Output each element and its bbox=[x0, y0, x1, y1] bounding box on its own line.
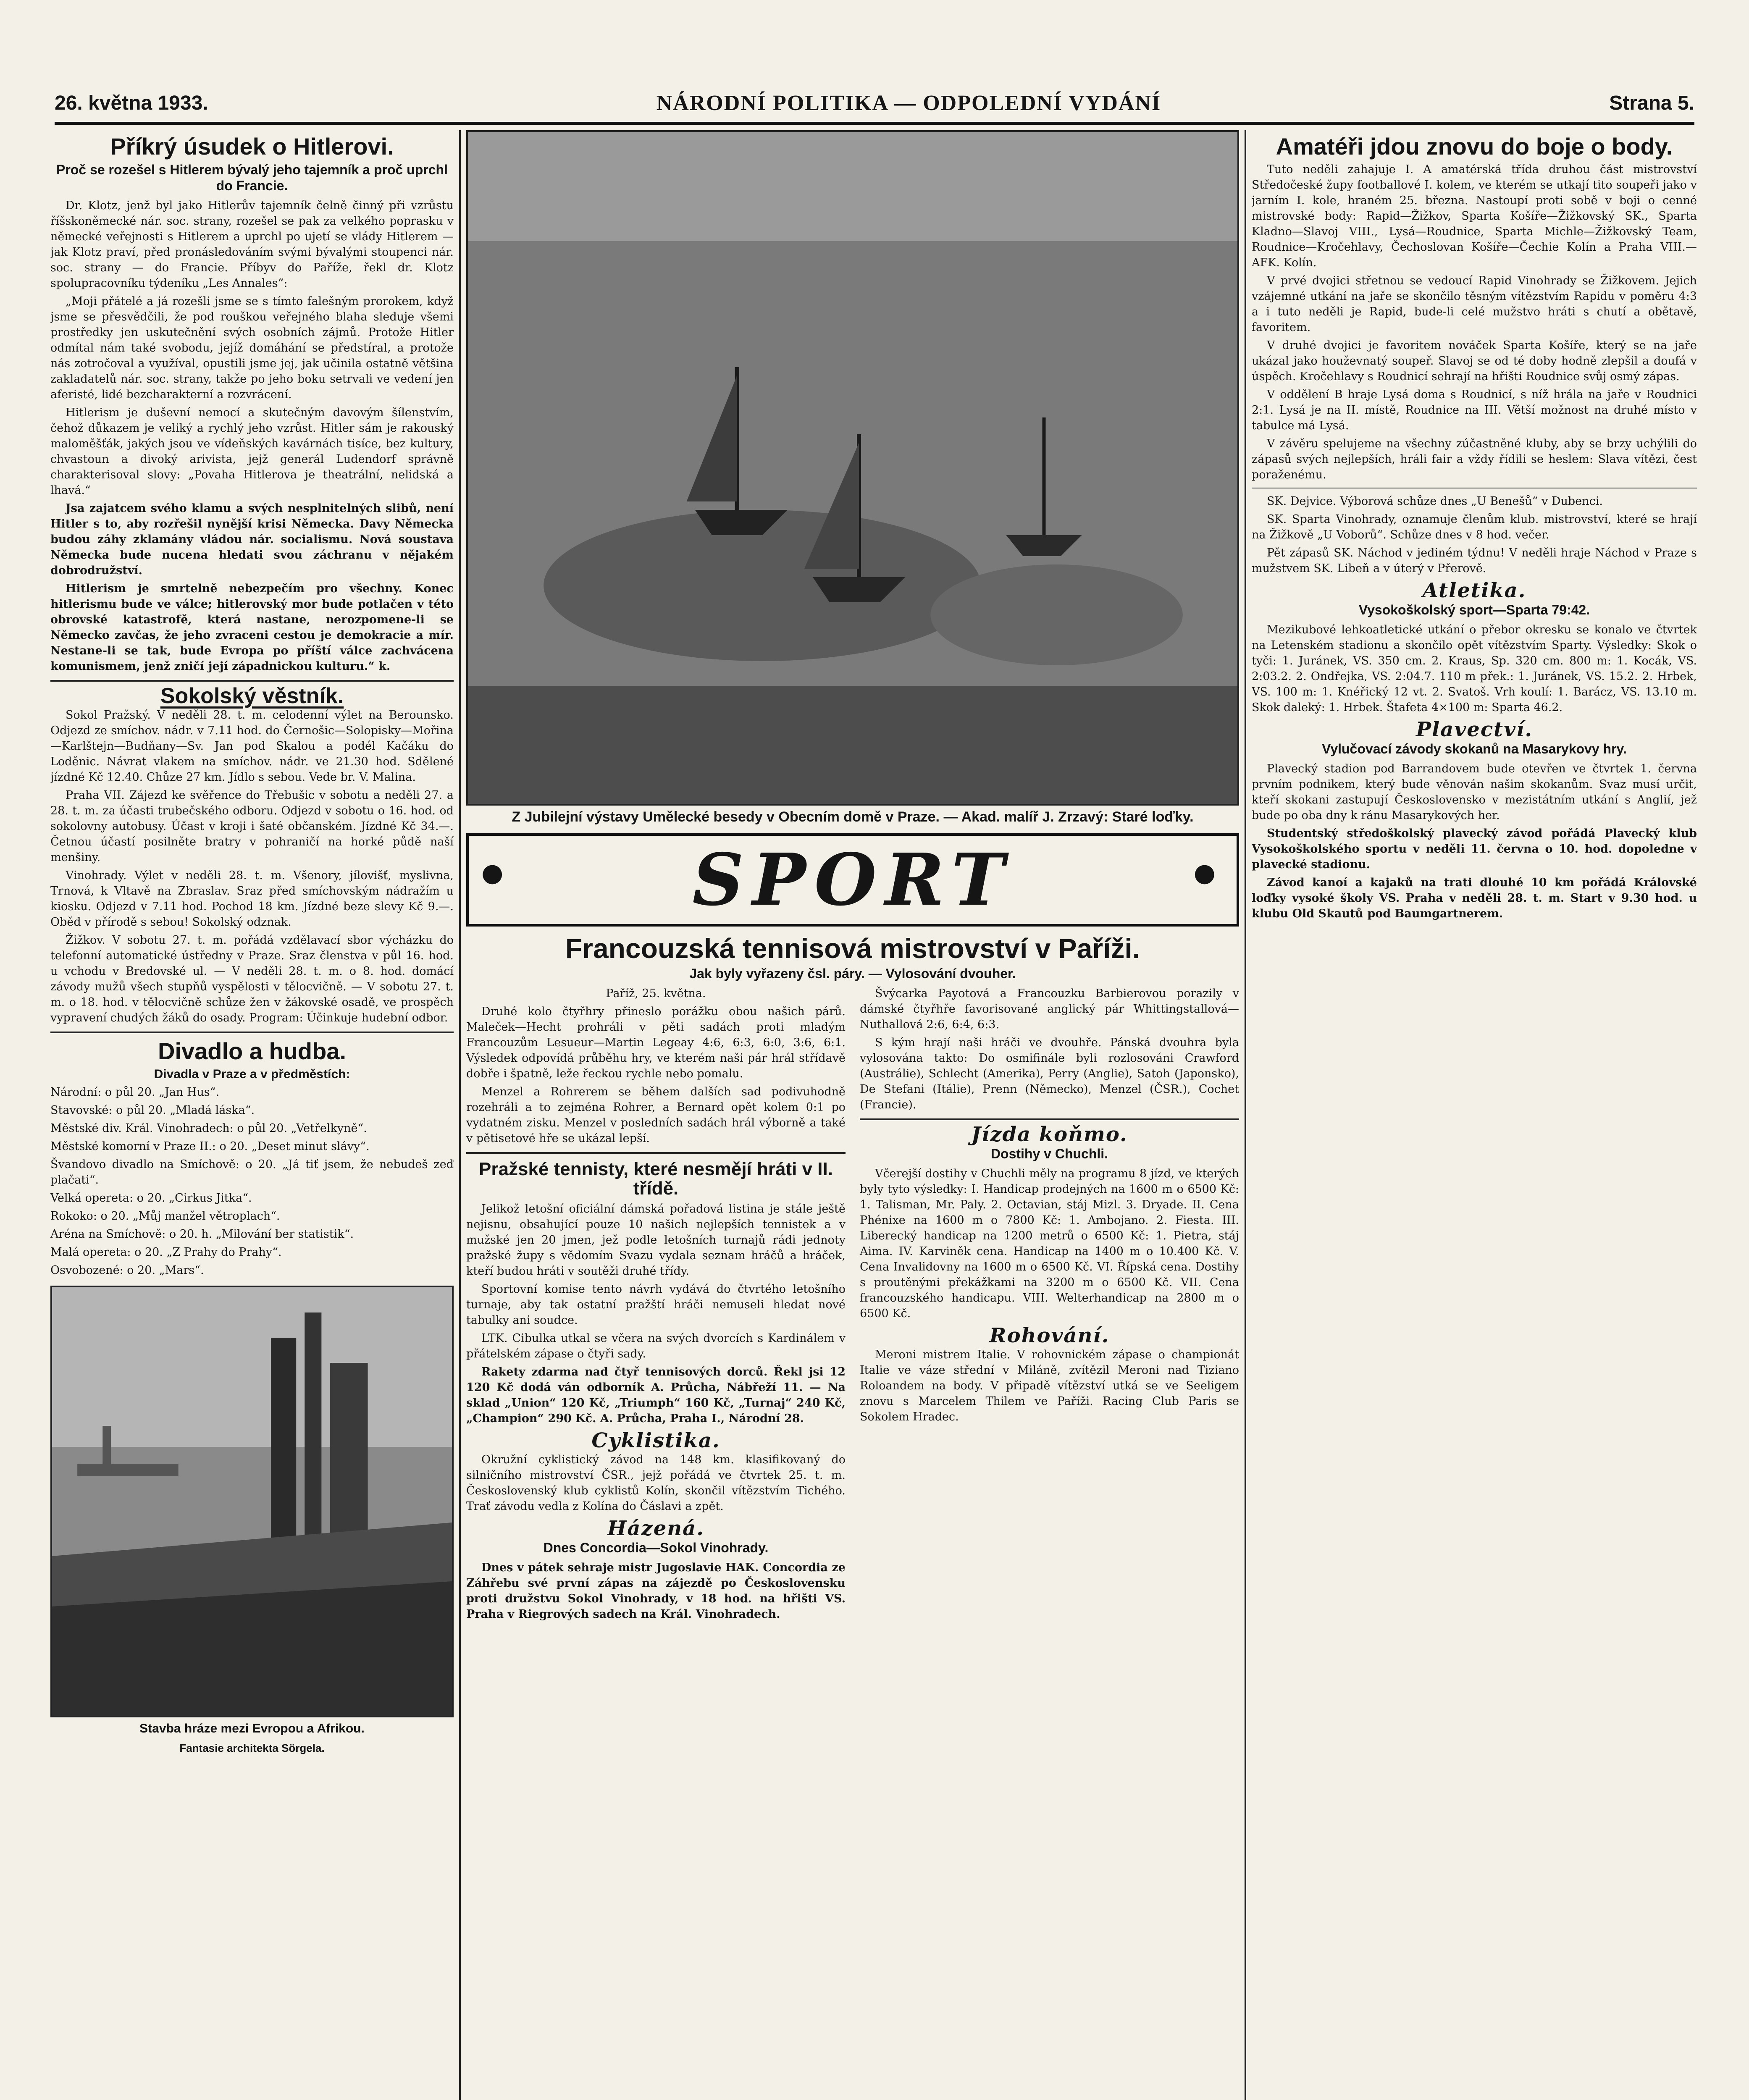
swimming-headline: Plavectví. bbox=[1415, 717, 1533, 741]
club-note: Pět zápasů SK. Náchod v jediném týdnu! V neděli hraje Náchod v Praze s mužstvem SK. Libeň a v úterý v Přerově. bbox=[1252, 546, 1697, 575]
hitler-paragraph: „Moji přátelé a já rozešli jsme se s tímto falešným prorokem, když jsme se přesvědčili, že pod rouškou veřejného blaha sleduje všemi prostředky jen uskutečnění svých osobních zájmů. Protože Hitler odmítal nám také svobodu, jejíž domáhání se předstíral, a protože nás zotročoval a využíval, opustili jsme jej, jak učinila ostatně většina zakladatelů nár. soc. strany, takže po jeho boku setrvali ve vedení jen aferisté, lidé bezcharakterní a rozvrácení. bbox=[50, 294, 454, 401]
theatre-item: Aréna na Smíchově: o 20. h. „Milování ber statistik“. bbox=[50, 1227, 354, 1241]
column-rule bbox=[1245, 130, 1246, 2100]
handball-text: Dnes v pátek sehraje mistr Jugoslavie HAK. Concordia ze Záhřebu své první zápas na zájezdě po Československu proti družstvu Sokol Vinohrady, v 18 hod. na hřišti VS. Praha v Riegrových sadech na Král. Vinohradech. bbox=[466, 1561, 846, 1621]
tennis-paragraph: Druhé kolo čtyřhry přineslo porážku obou našich párů. Maleček—Hecht prohráli v pěti sadách proti mladým Francouzům Lesueur—Martin Legeay 4:6, 6:3, 6:0, 3:6, 6:1. Výsledek odpovídá průběhu hry, ve kterém naši pár hrál střídavě dobře i špatně, leže řeckou rychle nebo pomalu. bbox=[466, 1005, 846, 1081]
rackets-ad: Rakety zdarma nad čtyř tennisových dorců. Řekl jsi 12 120 Kč dodá ván odborník A. Průcha, Nábřeží 11. — Na sklad „Union“ 120 Kč, „Triumph“ 160 Kč, „Turnaj“ 240 Kč, „Champion“ 290 Kč. A. Průcha, Praha I., Národní 28. bbox=[466, 1365, 846, 1425]
bullet-icon: ● bbox=[1193, 858, 1224, 887]
theatre-headline: Divadlo a hudba. bbox=[158, 1037, 347, 1064]
middle-column bbox=[466, 130, 1239, 2100]
tennis-col-b bbox=[860, 986, 1239, 1624]
club-note: SK. Sparta Vinohrady, oznamuje členům klub. mistrovství, které se hrají na Žižkově „U Voborů“. Schůze dnes v 8 hod. večer. bbox=[1252, 512, 1697, 541]
amateurs-paragraph: V oddělení B hraje Lysá doma s Roudnicí, s níž hrála na jaře v Roudnici 2:1. Lysá je na II. místě, Roudnice na III. Větší možnost na druhé místo v tabulce má Lysá. bbox=[1252, 388, 1697, 432]
horse-racing-subhead: Dostihy v Chuchli. bbox=[990, 1146, 1108, 1162]
theatre-item: Malá opereta: o 20. „Z Prahy do Prahy“. bbox=[50, 1245, 282, 1259]
tennis-subhead: Jak byly vyřazeny čsl. páry. — Vylosování dvouher. bbox=[689, 966, 1016, 982]
sport-title: SPORT bbox=[692, 837, 1013, 922]
boxing-headline: Rohování. bbox=[989, 1324, 1110, 1348]
painting-photo bbox=[466, 130, 1239, 806]
athletics-headline: Atletika. bbox=[1422, 578, 1526, 602]
theatre-list bbox=[50, 1084, 454, 1278]
athletics-subhead: Vysokoškolský sport—Sparta 79:42. bbox=[1358, 602, 1590, 617]
cycling-headline: Cyklistika. bbox=[591, 1428, 720, 1452]
theatre-item: Městské komorní v Praze II.: o 20. „Deset minut slávy“. bbox=[50, 1139, 370, 1153]
theatre-item: Rokoko: o 20. „Můj manžel větroplach“. bbox=[50, 1209, 280, 1223]
dam-illustration bbox=[52, 1287, 452, 1716]
theatre-item: Osvobozené: o 20. „Mars“. bbox=[50, 1263, 204, 1277]
newspaper-title: NÁRODNÍ POLITIKA — ODPOLEDNÍ VYDÁNÍ bbox=[656, 91, 1161, 115]
painting-caption: Z Jubilejní výstavy Umělecké besedy v Obecním domě v Praze. — Akad. malíř J. Zrzavý: Staré loďky. bbox=[512, 809, 1194, 825]
page-header bbox=[55, 84, 1694, 125]
divider bbox=[50, 680, 454, 682]
sokol-headline: Sokolský věstník. bbox=[160, 683, 344, 708]
tennis-columns bbox=[466, 986, 1239, 1624]
left-column bbox=[50, 130, 454, 2100]
hitler-headline: Příkrý úsudek o Hitlerovi. bbox=[110, 133, 394, 160]
amateurs-headline: Amatéři jdou znovu do boje o body. bbox=[1276, 133, 1673, 160]
divider bbox=[466, 1152, 846, 1154]
right-column bbox=[1252, 130, 1697, 2100]
cycling-text: Okružní cyklistický závod na 148 km. klasifikovaný do silničního mistrovství ČSR., jejž pořádá ve čtvrtek 25. t. m. Československý klub cyklistů Kolín, skončil vítězstvím Tichého. Trať závodu vedla z Kolína do Čáslavi a zpět. bbox=[466, 1453, 846, 1513]
theatre-item: Stavovské: o půl 20. „Mladá láska“. bbox=[50, 1103, 255, 1117]
tennis-paragraph: Švýcarka Payotová a Francouzku Barbierovou porazily v dámské čtyřhře favorisované anglický pár Whittingstallová—Nuthallová 2:6, 6:4, 6:3. bbox=[860, 987, 1239, 1032]
hitler-subhead: Proč se rozešel s Hitlerem bývalý jeho tajemník a proč uprchl do Francie. bbox=[56, 162, 448, 193]
boxing-text: Meroni mistrem Italie. V rohovnickém zápase o championát Italie ve váze střední v Miláně, zvítězil Meroni nad Tiziano Roloandem na body. V připadě vítězství utká se ve Seeligem znovu s Marcelem Thilem ve Paříži. Racing Club Paris se Sokolem Hradec. bbox=[860, 1348, 1239, 1424]
amateurs-paragraph: Tuto neděli zahajuje I. A amatérská třída druhou část mistrovství Středočeské župy footballové I. kolem, ve kterém se utkají tito soupeři jako v jarním I. kole, hraném 25. března. Nastoupí proti sobě v boji o cenné mistrovské body: Rapid—Žižkov, Sparta Košíře—Žižkovský SK., Sparta Kladno—Slavoj VIII., Lysá—Roudnice, Sparta Michle—Žižkovský Team, Roudnice—Kročehlavy, Čechoslovan Košíře—Čechie Kolín a Praha VIII.—AFK. Kolín. bbox=[1252, 163, 1697, 269]
handball-subhead: Dnes Concordia—Sokol Vinohrady. bbox=[543, 1540, 769, 1555]
tennis-headline: Francouzská tennisová mistrovství v Paříži. bbox=[565, 933, 1140, 964]
column-rule bbox=[459, 130, 461, 2100]
hitler-paragraph: Dr. Klotz, jenž byl jako Hitlerův tajemník čelně činný při vzrůstu říšskoněmecké nár. soc. strany, rozešel se pak za velkého poprasku v německé veřejnosti s Hitlerem a uprchl po ujetí se vlády Hitlerem — jak Klotz praví, před pronásledováním svými bývalými stoupenci nár. soc. strany — do Francie. Příbyv do Paříže, řekl dr. Klotz spolupracovníku týdeníku „Les Annales“: bbox=[50, 199, 454, 290]
theatre-item: Městské div. Král. Vinohradech: o půl 20. „Vetřelkyně“. bbox=[50, 1121, 367, 1135]
theatre-program-title: Divadla v Praze a v předměstích: bbox=[154, 1067, 350, 1081]
dam-credit: Fantasie architekta Sörgela. bbox=[179, 1741, 325, 1754]
sport-banner bbox=[466, 833, 1239, 927]
divider bbox=[860, 1118, 1239, 1120]
swimming-note: Závod kanoí a kajaků na trati dlouhé 10 km pořádá Královské loďky vysoké školy VS. Praha v neděli 28. t. m. Start v 9.30 hod. u klubu Old Skautů pod Baumgartnerem. bbox=[1252, 876, 1697, 920]
ltk-note: LTK. Cibulka utkal se včera na svých dvorcích s Kardinálem v přátelském zápase o čtyři sady. bbox=[466, 1331, 846, 1360]
swimming-note: Studentský středoškolský plavecký závod pořádá Plavecký klub Vysokoškolského sportu v neděli 11. června o 10. hod. dopoledne v plavecké stadionu. bbox=[1252, 827, 1697, 871]
issue-date: 26. května 1933. bbox=[55, 92, 208, 114]
sokol-paragraph: Praha VII. Zájezd ke svěřence do Třebušic v sobotu a neděli 27. a 28. t. m. za účasti trubečského odboru. Odjezd v sobotu o 16. hod. od sokolovny autobusy. Účast v kroji i šaté občanském. Jízdné Kč 34.—. Četnou účastí posilněte bratry v pohraničí na horké půdě naší menšiny. bbox=[50, 788, 454, 864]
tennis-paragraph: Menzel a Rohrerem se během dalších sad podivuhodně rozehráli a to zejména Rohrer, a Bernard opět kolem 0:1 po vydatném zisku. Menzel v posledních sadách hrál výborně a také v pětisetové hře se ukázal lepší. bbox=[466, 1085, 846, 1145]
horse-racing-headline: Jízda koňmo. bbox=[971, 1123, 1128, 1147]
theatre-item: Národní: o půl 20. „Jan Hus“. bbox=[50, 1085, 220, 1099]
amateurs-paragraph: V prvé dvojici střetnou se vedoucí Rapid Vinohrady se Žižkovem. Jejich vzájemné utkání na jaře se skončilo těsným vítězstvím Rapidu v poměru 4:3 a i tuto neděli je Rapid, bude-li celé mužstvo hráti s chutí a obětavě, favoritem. bbox=[1252, 274, 1697, 334]
amateurs-paragraph: V závěru spelujeme na všechny zúčastněné kluby, aby se brzy uchýlili do zápasů svých nejlepších, hráli fair a vždy řídili se heslem: Slava vítězi, čest poraženému. bbox=[1252, 437, 1697, 481]
prague-tennis-paragraph: Sportovní komise tento návrh vydává do čtvrtého letošního turnaje, aby tak ostatní pražští hráči nemuseli hledat nové tabulky ani soudce. bbox=[466, 1282, 846, 1327]
swimming-text: Plavecký stadion pod Barrandovem bude otevřen ve čtvrtek 1. června prvním podnikem, který bude věnován našim skokanům. Svaz musí určit, kteří skokani zastupují Československo v mezistátním utkání s Anglií, jež bude po oba dny k ránu Masarykových her. bbox=[1252, 762, 1697, 822]
dam-caption: Stavba hráze mezi Evropou a Afrikou. bbox=[139, 1721, 365, 1735]
hitler-paragraph: Jsa zajatcem svého klamu a svých nesplnitelných slibů, není Hitler s to, aby rozřešil nynější krisi Německa. Davy Německa budou záhy zklamány vládou nár. socialismu. Nová soustava Německa bude nucena hledati svou záchranu v nějakém dobrodružství. bbox=[50, 501, 454, 577]
bullet-icon: ● bbox=[481, 858, 512, 887]
dam-photo bbox=[50, 1286, 454, 1717]
tennis-dateline: Paříž, 25. května. bbox=[606, 987, 706, 1000]
theatre-item: Velká opereta: o 20. „Cirkus Jitka“. bbox=[50, 1191, 252, 1205]
sokol-paragraph: Sokol Pražský. V neděli 28. t. m. celodenní výlet na Berounsko. Odjezd ze smíchov. nádr. v 7.11 hod. do Černošic—Solopisky—Mořina—Karlštejn—Budňany—Sv. Jan pod Skalou a podél Kačáku do Loděnic. Návrat vlakem na smíchov. nádr. ve 21.30 hod. Sdělené jízdné Kč 12.40. Chůze 27 km. Jídlo s sebou. Vede br. V. Malina. bbox=[50, 708, 454, 784]
boats-painting bbox=[468, 132, 1237, 804]
swimming-subhead: Vylučovací závody skokanů na Masarykovy hry. bbox=[1322, 741, 1627, 756]
sokol-paragraph: Žižkov. V sobotu 27. t. m. pořádá vzdělavací sbor výcházku do telefonní automatické ústředny v Praze. Sraz členstva v půl 16. hod. u vchodu v Bredovské ul. — V neděli 28. t. m. o 8. hod. domácí závody mužů všech stupňů vyspělosti v tělocvičně. — V sobotu 27. t. m. o 18. hod. v tělocvičně schůze žen v žákovské osadě, ve prospěch vypravení chudých žáků do osady. Program: Účinkuje hudební odbor. bbox=[50, 933, 454, 1024]
hitler-paragraph: Hitlerism je duševní nemocí a skutečným davovým šílenstvím, čehož důkazem je veliký a rychlý jeho vzrůst. Hitler sám je rakouský maloměšťák, jakých jsou ve vídeňských kavárnách tisíce, bez kultury, chvastoun a divoký arivista, jejž generál Ludendorf správně charakterisoval slovy: „Povaha Hitlerova je theatrální, nelidská a lhavá.“ bbox=[50, 406, 454, 497]
tennis-paragraph: S kým hrají naši hráči ve dvouhře. Pánská dvouhra byla vylosována takto: Do osmifinále byli rozlosováni Crawford (Austrálie), Schlecht (Amerika), Perry (Anglie), Satoh (Japonsko), De Stefani (Itálie), Prenn (Německo), Menzel (ČSR.), Cochet (Francie). bbox=[860, 1036, 1239, 1112]
hitler-paragraph: Hitlerism je smrtelně nebezpečím pro všechny. Konec hitlerismu bude ve válce; hitlerovský mor bude potlačen v této obrovské katastrofě, která nastane, nerozpomene-li se Německo zavčas, že jeho zvraceni cestou je demokracie a mír. Nestane-li se tak, bude Evropa po příští válce zachvácena komunismem, jenž zničí její západnickou kulturu.“ k. bbox=[50, 582, 454, 673]
handball-headline: Házená. bbox=[607, 1516, 704, 1540]
prague-tennis-paragraph: Jelikož letošní oficiální dámská pořadová listina je stále ještě nejisnu, obsahující pouze 10 našich nejlepších tennistek a v mužské jen 20 jmen, jež podle letošních turnajů rádi jednoty pražské župy s vědomím Svazu vydala seznam hráčů a hráček, kteří budou hráti v soutěži druhé třídy. bbox=[466, 1202, 846, 1278]
club-note: SK. Dejvice. Výborová schůze dnes „U Benešů“ v Dubenci. bbox=[1267, 494, 1603, 508]
prague-tennis-headline: Pražské tennisty, které nesmějí hráti v II. třídě. bbox=[479, 1159, 833, 1199]
horse-racing-text: Včerejší dostihy v Chuchli měly na programu 8 jízd, ve kterých byly tyto výsledky: I. Handicap prodejných na 1600 m o 6500 Kč: 1. Talisman, Mr. Paly. 2. Octavian, stáj Mizl. 3. Dryade. II. Cena Phénixe na 1600 m o 7800 Kč: 1. Ambojano. 2. Fiesta. III. Liberecký handicap na 1200 metrů o 6500 Kč: 1. Pietra, stáj Aima. IV. Karviněk cena. Handicap na 1400 m o 10.400 Kč. V. Cena Invalidovny na 1600 m o 6500 Kč. VI. Řípská cena. Dostihy s proutěnými překážkami na 3200 m o 6500 Kč. VII. Cena francouzského handicapu. VIII. Welterhandicap na 2800 m o 6500 Kč. bbox=[860, 1167, 1239, 1320]
athletics-text: Mezikubové lehkoatletické utkání o přebor okresku se konalo ve čtvrtek na Letenském stadionu a skončilo opět vítězstvím Sparty. Výsledky: Skok o tyči: 1. Juránek, VS. 350 cm. 2. Kraus, Sp. 320 cm. 800 m: 1. Kocák, VS. 2:03.2. 2. Ondřejka, VS. 2:04.7. 110 m přek.: 1. Juránek, VS. 15.2. 2. Hrbek, VS. 100 m: 1. Knéřický 12 vt. 2. Svatoš. Vrh koulí: 1. Barácz, VS. 13.10 m. Skok daleký: 1. Hrbek. Štafeta 4×100 m: Sparta 46.2. bbox=[1252, 623, 1697, 714]
sokol-paragraph: Vinohrady. Výlet v neděli 28. t. m. Všenory, jílovišť, myslivna, Trnová, k Vltavě na Zbraslav. Sraz před smíchovským nádražím u kiosku. Odjezd v 7.11 hod. Pochod 18 km. Jízdné beze slevy Kč 9.—. Oběd v přírodě s sebou! Sokolský odznak. bbox=[50, 869, 454, 929]
amateurs-paragraph: V druhé dvojici je favoritem nováček Sparta Košíře, který se na jaře ukázal jako houževnatý soupeř. Slavoj se od té doby hodně zlepšil a doufá v úspěch. Kročehlavy s Roudnicí sehrají na hřišti Roudnice svůj osmý zápas. bbox=[1252, 339, 1697, 383]
tennis-col-a bbox=[466, 986, 846, 1624]
divider bbox=[50, 1032, 454, 1033]
page-number: Strana 5. bbox=[1609, 92, 1694, 114]
theatre-item: Švandovo divadlo na Smíchově: o 20. „Já tiť jsem, že nebudeš zeď plačati“. bbox=[50, 1158, 454, 1186]
